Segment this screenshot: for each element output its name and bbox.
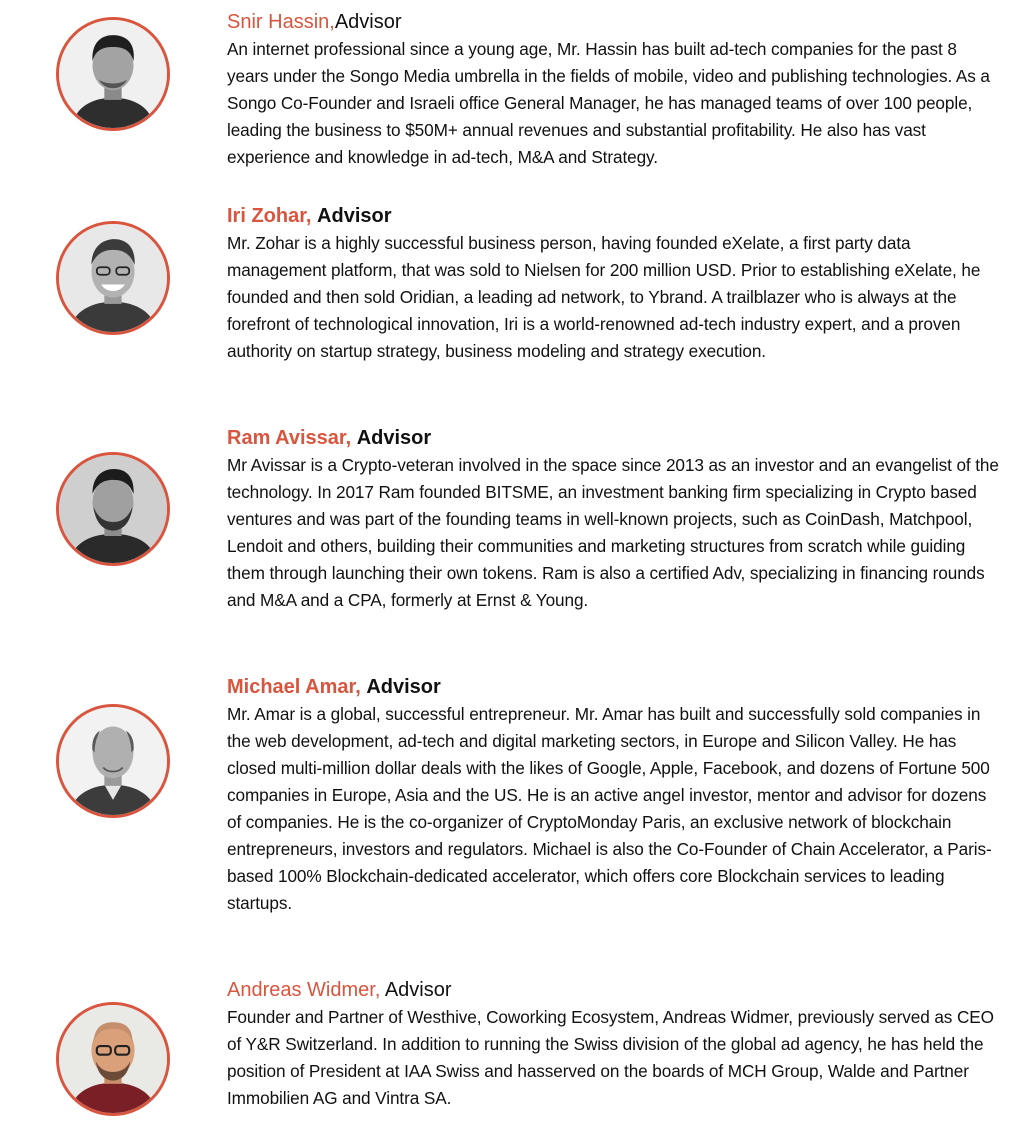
advisor-name-line (227, 674, 1002, 701)
person-photo-icon (59, 1005, 167, 1113)
advisor-name-line (227, 425, 1002, 452)
person-photo-icon (59, 224, 167, 332)
person-photo-icon (59, 707, 167, 815)
advisor-role: Advisor (334, 11, 402, 33)
advisor-bio: An internet professional since a young age, Mr. Hassin has built ad-tech companies for the past 8 years under the Songo Media umbrella in the fields of mobile, video and publishing technologies. As a Songo Co-Founder and Israeli office General Manager, he has managed teams of over 100 people, leading the business to $50M+ annual revenues and substantial profitability. He also has vast experience and knowledge in ad-tech, M&A and Strategy. (227, 39, 990, 167)
advisor-bio: Mr Avissar is a Crypto-veteran involved in the space since 2013 as an investor and an evangelist of the technology. In 2017 Ram founded BITSME, an investment banking firm specializing in Crypto based ventures and was part of the founding teams in well-known projects, such as CoinDash, Matchpool, Lendoit and others, building their communities and marketing structures from scratch while guiding them through launching their own tokens. Ram is also a certified Adv, specializing in financing rounds and M&A and a CPA, formerly at Ernst & Young. (227, 455, 999, 610)
advisor-name: Snir Hassin, (227, 11, 335, 33)
advisor-role: Advisor (317, 205, 392, 227)
advisor-role: Advisor (384, 979, 452, 1001)
advisor-bio: Mr. Amar is a global, successful entrepreneur. Mr. Amar has built and successfully sold companies in the web development, ad-tech and digital marketing sectors, in Europe and Silicon Valley. He has closed multi-million dollar deals with the likes of Google, Apple, Facebook, and dozens of Fortune 500 companies in Europe, Asia and the US. He is an active angel investor, mentor and advisor for dozens of companies. He is the co-organizer of CryptoMonday Paris, an exclusive network of blockchain entrepreneurs, investors and regulators. Michael is also the Co-Founder of Chain Accelerator, a Paris-based 100% Blockchain-dedicated accelerator, which offers core Blockchain services to leading startups. (227, 704, 992, 913)
advisor-name: Iri Zohar, (227, 205, 312, 227)
avatar (56, 452, 170, 566)
advisor-role: Advisor (366, 676, 441, 698)
advisor-role: Advisor (356, 427, 432, 449)
advisor-bio: Founder and Partner of Westhive, Coworking Ecosystem, Andreas Widmer, previously served as CEO of Y&R Switzerland. In addition to running the Swiss division of the global ad agency, he has held the position of President at IAA Swiss and hasserved on the boards of MCH Group, Walde and Partner Immobilien AG and Vintra SA. (227, 1007, 994, 1108)
avatar (56, 17, 170, 131)
avatar (56, 1002, 170, 1116)
advisor-name-line (227, 977, 1002, 1004)
person-photo-icon (59, 455, 167, 563)
advisor-bio: Mr. Zohar is a highly successful business person, having founded eXelate, a first party data management platform, that was sold to Nielsen for 200 million USD. Prior to establishing eXelate, he founded and then sold Oridian, a leading ad network, to Ybrand. A trailblazer who is always at the forefront of technological innovation, Iri is a world-renowned ad-tech industry expert, and a proven authority on startup strategy, business modeling and strategy execution. (227, 233, 981, 361)
advisor-name-line (227, 9, 1002, 36)
avatar (56, 221, 170, 335)
advisor-name: Andreas Widmer, (227, 979, 381, 1001)
person-photo-icon (59, 20, 167, 128)
advisor-name-line (227, 203, 1002, 230)
advisor-name: Michael Amar, (227, 676, 361, 698)
avatar (56, 704, 170, 818)
advisor-name: Ram Avissar, (227, 427, 352, 449)
